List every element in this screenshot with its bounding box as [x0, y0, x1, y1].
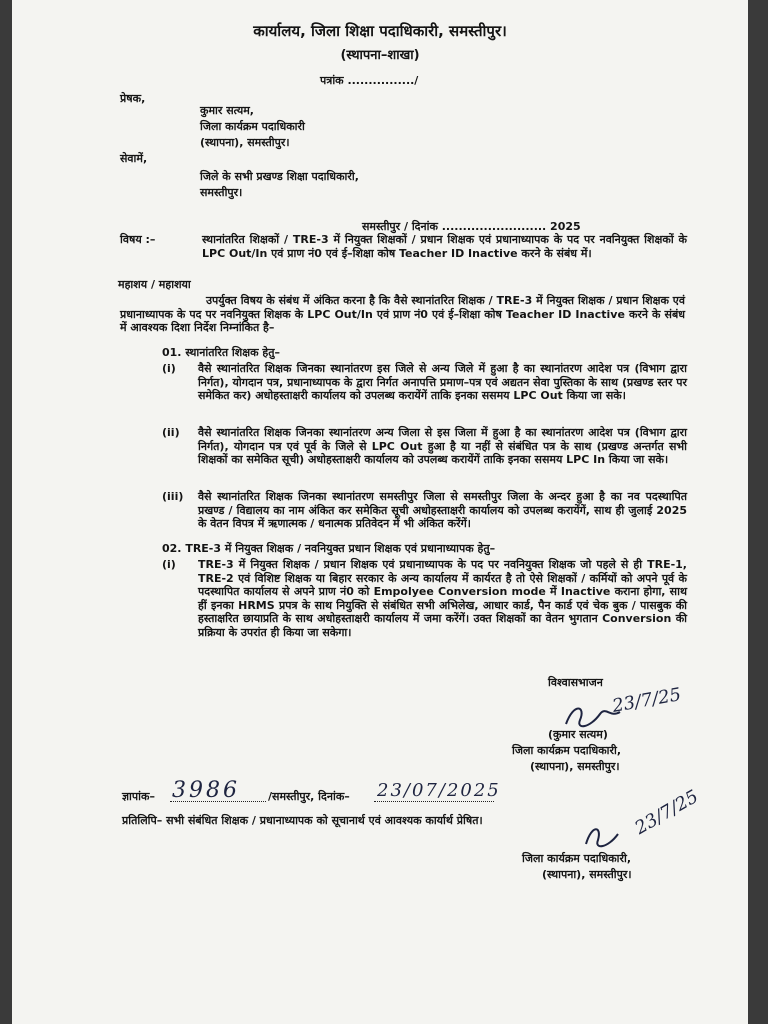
recipient-line2: समस्तीपुर। — [200, 186, 243, 199]
salutation: महाशय / महाशया — [118, 278, 191, 291]
sender-name: कुमार सत्यम, — [200, 104, 254, 117]
memo-middle: /समस्तीपुर, दिनांक– — [268, 790, 350, 803]
closing-name: (कुमार सत्यम) — [548, 728, 608, 741]
item-text: वैसे स्थानांतरित शिक्षक जिनका स्थानांतरण अन्य जिला से इस जिला में हुआ है का स्थानांतरण आदेश पत्र (विभाग द्वारा निर्गत), योगदान पत्र एवं पूर्व के जिले से LPC Out हुआ है या नहीं से संबंधित पत्र के साथ (प्रखण्ड अन्तर्गत सभी शिक्षकों का समेकित सूची) अधोहस्ताक्षरी कार्यालय को उपलब्ध करायेंगें ताकि इनका ससमय LPC In किया जा सके। — [198, 426, 687, 466]
item-number: (iii) — [162, 490, 184, 503]
item-number: (i) — [162, 362, 176, 375]
copy-text: प्रतिलिपि– सभी संबंधित शिक्षक / प्रधानाध्यापक को सूचानार्थ एवं आवश्यक कार्यार्थ प्रेषित। — [122, 814, 483, 827]
recipient-line1: जिले के सभी प्रखण्ड शिक्षा पदाधिकारी, — [200, 170, 359, 183]
copy-signature-date: 23/7/25 — [631, 786, 702, 839]
item-text: वैसे स्थानांतरित शिक्षक जिनका स्थानांतरण समस्तीपुर जिला से समस्तीपुर जिला के अन्दर हुआ है का नव पदस्थापित प्रखण्ड / विद्यालय का नाम अंकित कर समेकित सूची अधोहस्ताक्षरी कार्यालय को उपलब्ध करायेंगें, साथ ही जुलाई 2025 के वेतन विपत्र में ऋणात्मक / धनात्मक प्रतिवेदन में भी अंकित करेंगें। — [198, 490, 687, 530]
item-text: वैसे स्थानांतरित शिक्षक जिनका स्थानांतरण इस जिले से अन्य जिले में हुआ है का स्थानांतरण आदेश पत्र (विभाग द्वारा निर्गत), योगदान पत्र, प्रधानाध्यापक के द्वारा निर्गत अनापत्ति प्रमाण–पत्र एवं अद्यतन सेवा पुस्तिका के साथ (प्रखण्ड स्तर पर समेकित कर) अधोहस्ताक्षरी कार्यालय को उपलब्ध करायेंगें ताकि इनका ससमय LPC Out किया जा सके। — [198, 362, 687, 402]
sender-place: (स्थापना), समस्तीपुर। — [200, 136, 290, 149]
date-line: समस्तीपुर / दिनांक ......................... 2025 — [362, 220, 581, 233]
memo-label: ज्ञापांक– — [122, 790, 155, 803]
memo-date: 23/07/2025 — [377, 780, 501, 801]
sender-designation: जिला कार्यक्रम पदाधिकारी — [200, 120, 305, 133]
section-heading: 02. TRE-3 में नियुक्त शिक्षक / नवनियुक्त प्रधान शिक्षक एवं प्रधानाध्यापक हेतु– — [162, 542, 496, 555]
letter-page — [12, 0, 748, 1024]
item-text: TRE-3 में नियुक्त शिक्षक / प्रधान शिक्षक एवं प्रधानाध्यापक के पद पर नवनियुक्त शिक्षक जो पहले से ही TRE-1, TRE-2 एवं विशिष्ट शिक्षक या बिहार सरकार के अन्य कार्यालय में कार्यरत है तो ऐसे शिक्षकों / कर्मियों को अपने पूर्व के पदस्थापित कार्यालय से अपने प्राण नं0 को Empolyee Conversion mode में Inactive कराना होगा, साथ हीं इनका HRMS प्रपत्र के साथ नियुक्ति से संबंधित सभी अभिलेख, आधार कार्ड, पैन कार्ड एवं चेक बुक / पासबुक की हस्ताक्षरित छायाप्रति के साथ अधोहस्ताक्षरी कार्यालय में जमा करेंगें। उक्त शिक्षकों का वेतन भुगतान Conversion की प्रक्रिया के उपरांत ही किया जा सकेगा। — [198, 558, 687, 639]
closing-place: (स्थापना), समस्तीपुर। — [530, 760, 620, 773]
section-title: (स्थापना–शाखा) — [340, 48, 420, 63]
office-title: कार्यालय, जिला शिक्षा पदाधिकारी, समस्तीपुर। — [253, 22, 507, 40]
copy-designation: जिला कार्यक्रम पदाधिकारी, — [522, 852, 632, 865]
item-number: (i) — [162, 558, 176, 571]
subject-text: स्थानांतरित शिक्षकों / TRE-3 में नियुक्त शिक्षकों / प्रधान शिक्षक एवं प्रधानाध्यापक के पद पर नवनियुक्त शिक्षकों के LPC Out/In एवं प्राण नं0 एवं ई–शिक्षा कोष Teacher ID Inactive करने के संबंध में। — [202, 233, 687, 260]
section-heading: 01. स्थानांतरित शिक्षक हेतु– — [162, 346, 281, 359]
copy-place: (स्थापना), समस्तीपुर। — [542, 868, 632, 881]
closing-designation: जिला कार्यक्रम पदाधिकारी, — [512, 744, 622, 757]
intro-paragraph: उपर्युक्त विषय के संबंध में अंकित करना है कि वैसे स्थानांतरित शिक्षक / TRE-3 में नियुक्त शिक्षक / प्रधान शिक्षक एवं प्रधानाध्यापक के पद पर नवनियुक्त शिक्षक के LPC Out/In एवं प्राण नं0 एवं ई–शिक्षा कोष Teacher ID Inactive करने के संबंध में आवश्यक दिशा निर्देश निम्नांकित है– — [120, 294, 685, 334]
memo-number-underline — [170, 801, 266, 802]
letter-number: पत्रांक ................/ — [320, 74, 419, 87]
subject-label: विषय :– — [120, 233, 156, 246]
sender-label: प्रेषक, — [120, 92, 146, 105]
signature-date: 23/7/25 — [610, 684, 683, 717]
recipient-label: सेवामें, — [120, 152, 148, 165]
closing-yours: विश्वासभाजन — [548, 676, 603, 689]
memo-number: 3986 — [172, 778, 240, 803]
item-number: (ii) — [162, 426, 180, 439]
memo-date-underline — [374, 801, 494, 802]
